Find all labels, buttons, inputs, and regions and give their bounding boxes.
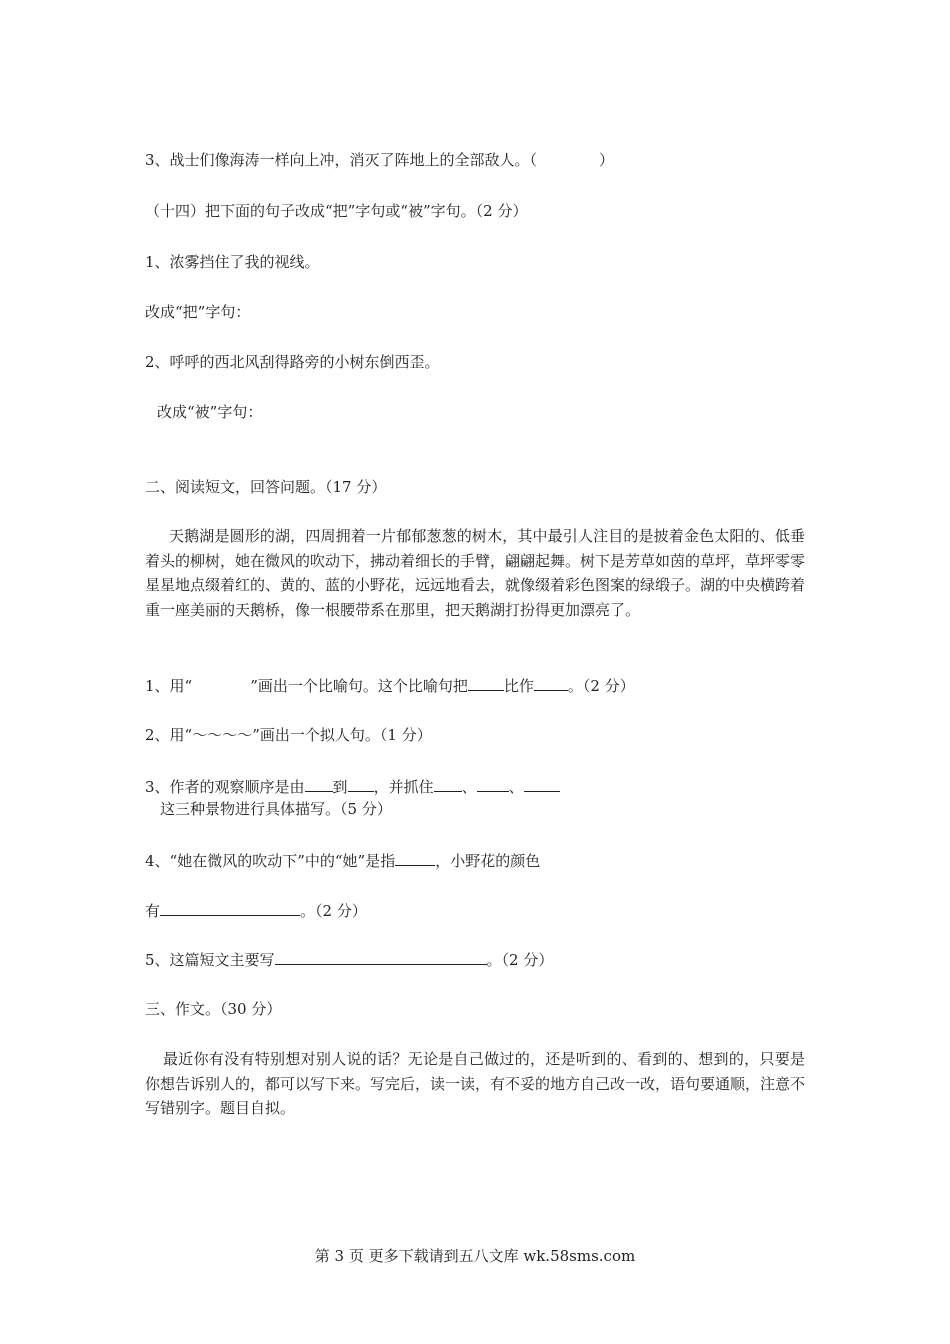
q1-part-a: 1、用“ [145, 677, 193, 695]
q4-part-b: ，小野花的颜色 [435, 852, 541, 870]
reading-question-3 [145, 776, 560, 797]
q4-line2-a: 有 [145, 902, 161, 920]
reading-heading: 二、阅读短文，回答问题。（17 分） [145, 478, 387, 496]
answer-blank[interactable] [477, 776, 509, 792]
answer-blank[interactable] [468, 675, 504, 691]
answer-blank[interactable] [160, 900, 300, 916]
essay-prompt: 最近你有没有特别想对别人说的话？无论是自己做过的，还是听到的、看到的、想到的，只要是你想告诉别人的，都可以写下来。写完后，读一读，有不妥的地方自己改一改，语句要通顺，注意不写错别字。题目自拟。 [145, 1050, 806, 1117]
section-14-heading: （十四）把下面的句子改成“把”字句或“被”字句。（2 分） [145, 202, 528, 220]
page-footer: 第 3 页 更多下载请到五八文库 wk.58sms.com [314, 1247, 636, 1265]
q4-line2-b: 。（2 分） [300, 902, 367, 920]
answer-blank[interactable] [524, 776, 560, 792]
question-3 [145, 150, 614, 170]
section-14-sentence-2: 2、呼呼的西北风刮得路旁的小树东倒西歪。 [145, 353, 440, 371]
essay-heading: 三、作文。（30 分） [145, 1000, 282, 1018]
reading-question-2: 2、用“～～～～”画出一个拟人句。（1 分） [145, 726, 432, 744]
question-3-text: 3、战士们像海涛一样向上冲，消灭了阵地上的全部敌人。（ [145, 151, 538, 169]
answer-blank[interactable] [348, 776, 374, 792]
reading-question-3-line2: 这三种景物进行具体描写。（5 分） [160, 800, 392, 818]
reading-question-1 [145, 675, 635, 696]
q3-part-d: 、 [461, 778, 477, 796]
answer-blank[interactable] [534, 675, 568, 691]
q4-part-a: 4、“她在微风的吹动下”中的“她”是指 [145, 852, 396, 870]
q1-part-c: 比作 [503, 677, 534, 695]
reading-question-5 [145, 949, 553, 970]
q3-part-a: 3、作者的观察顺序是由 [145, 778, 305, 796]
reading-passage: 天鹅湖是圆形的湖，四周拥着一片郁郁葱葱的树木，其中最引人注目的是披着金色太阳的、低垂着头的柳树，她在微风的吹动下，拂动着细长的手臂，翩翩起舞。树下是芳草如茵的草坪，草坪零零星星地点缀着红的、黄的、蓝的小野花，远远地看去，就像缀着彩色图案的绿缎子。湖的中央横跨着重一座美丽的天鹅桥，像一根腰带系在那里，把天鹅湖打扮得更加漂亮了。 [145, 527, 806, 619]
reading-question-4 [145, 850, 540, 871]
q5-part-a: 5、这篇短文主要写 [145, 951, 275, 969]
answer-blank[interactable] [395, 850, 435, 866]
answer-blank[interactable] [305, 776, 333, 792]
answer-blank[interactable] [434, 776, 462, 792]
question-3-close: ） [599, 151, 615, 169]
answer-blank[interactable] [275, 949, 487, 965]
q1-part-b: ”画出一个比喻句。这个比喻句把 [250, 677, 468, 695]
section-14-label-1: 改成“把”字句： [145, 303, 251, 321]
section-14-label-2: 改成“被”字句： [157, 403, 263, 421]
q3-part-e: 、 [508, 778, 524, 796]
reading-question-4-line2 [145, 900, 367, 921]
q3-part-c: ，并抓住 [373, 778, 434, 796]
q1-part-d: 。（2 分） [567, 677, 635, 695]
q5-part-b: 。（2 分） [486, 951, 554, 969]
section-14-sentence-1: 1、浓雾挡住了我的视线。 [145, 253, 320, 271]
q3-part-b: 到 [332, 778, 348, 796]
